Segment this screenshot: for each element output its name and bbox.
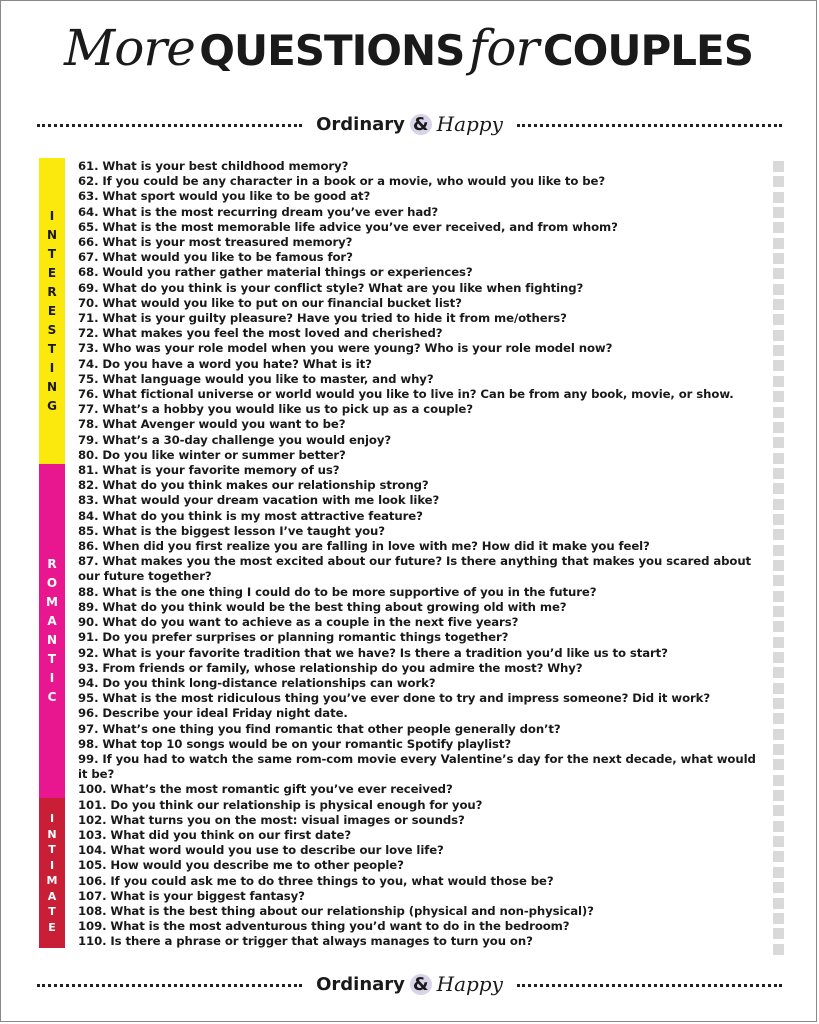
question-item: 64. What is the most recurring dream you’ve ever had? bbox=[78, 204, 439, 219]
category-letter: N bbox=[46, 227, 58, 242]
checkbox[interactable] bbox=[773, 176, 784, 187]
category-letter: I bbox=[49, 671, 55, 685]
checkbox[interactable] bbox=[773, 560, 784, 571]
checkbox[interactable] bbox=[773, 345, 784, 356]
question-item: 100. What’s the most romantic gift you’ve ever received? bbox=[78, 782, 453, 797]
question-item: 71. What is your guilty pleasure? Have you tried to hide it from me/others? bbox=[78, 311, 567, 326]
checkbox[interactable] bbox=[773, 268, 784, 279]
checkbox[interactable] bbox=[773, 483, 784, 494]
brand-ordinary: Ordinary bbox=[316, 113, 405, 135]
question-item: 81. What is your favorite memory of us? bbox=[78, 463, 340, 478]
checkbox[interactable] bbox=[773, 299, 784, 310]
question-item: 77. What’s a hobby you would like us to pick up as a couple? bbox=[78, 402, 473, 417]
checkbox[interactable] bbox=[773, 207, 784, 218]
question-item: 99. If you had to watch the same rom-com movie every Valentine’s day for the next decade, what would it be? bbox=[78, 751, 756, 782]
question-item: 92. What is your favorite tradition that we have? Is there a tradition you’d like us to start? bbox=[78, 645, 668, 660]
category-letter: T bbox=[47, 652, 57, 666]
category-band-romantic bbox=[39, 464, 65, 798]
checkbox[interactable] bbox=[773, 314, 784, 325]
checkbox[interactable] bbox=[773, 667, 784, 678]
checkbox[interactable] bbox=[773, 851, 784, 862]
question-item: 80. Do you like winter or summer better? bbox=[78, 447, 346, 462]
checkbox[interactable] bbox=[773, 453, 784, 464]
checkbox[interactable] bbox=[773, 499, 784, 510]
question-item: 86. When did you first realize you are falling in love with me? How did it make you feel? bbox=[78, 539, 650, 554]
checkbox[interactable] bbox=[773, 514, 784, 525]
category-letter: R bbox=[47, 284, 57, 299]
question-item: 97. What’s one thing you find romantic that other people generally don’t? bbox=[78, 721, 561, 736]
dotted-divider-right bbox=[517, 124, 782, 127]
category-letter: T bbox=[48, 843, 56, 856]
checkbox[interactable] bbox=[773, 192, 784, 203]
checkbox[interactable] bbox=[773, 805, 784, 816]
checkbox[interactable] bbox=[773, 759, 784, 770]
brand-ampersand: & bbox=[410, 974, 432, 995]
checkbox[interactable] bbox=[773, 575, 784, 586]
category-letter: N bbox=[46, 633, 58, 647]
question-item: 63. What sport would you like to be good at? bbox=[78, 189, 371, 204]
title-script-for: for bbox=[468, 19, 539, 77]
question-item: 104. What word would you use to describe our love life? bbox=[78, 843, 444, 858]
category-letter: R bbox=[47, 557, 57, 571]
brand-logo bbox=[302, 972, 517, 996]
category-letter: A bbox=[47, 889, 57, 903]
checkbox[interactable] bbox=[773, 621, 784, 632]
category-letter: I bbox=[49, 858, 55, 872]
checkbox[interactable] bbox=[773, 744, 784, 755]
checkbox[interactable] bbox=[773, 652, 784, 663]
checkbox[interactable] bbox=[773, 238, 784, 249]
title-script-more: More bbox=[64, 19, 195, 77]
category-letter: I bbox=[49, 360, 55, 375]
checkbox[interactable] bbox=[773, 790, 784, 801]
question-item: 66. What is your most treasured memory? bbox=[78, 235, 353, 250]
checkbox[interactable] bbox=[773, 928, 784, 939]
question-item: 78. What Avenger would you want to be? bbox=[78, 417, 346, 432]
checkbox[interactable] bbox=[773, 683, 784, 694]
checkbox[interactable] bbox=[773, 360, 784, 371]
checkbox[interactable] bbox=[773, 468, 784, 479]
checkbox[interactable] bbox=[773, 775, 784, 786]
category-letter: E bbox=[47, 265, 57, 280]
brand-logo bbox=[302, 112, 517, 136]
question-item: 96. Describe your ideal Friday night date. bbox=[78, 706, 348, 721]
question-item: 74. Do you have a word you hate? What is it? bbox=[78, 356, 372, 371]
question-item: 101. Do you think our relationship is physical enough for you? bbox=[78, 797, 483, 812]
checkbox[interactable] bbox=[773, 898, 784, 909]
question-item: 107. What is your biggest fantasy? bbox=[78, 888, 305, 903]
brand-ampersand: & bbox=[410, 114, 432, 135]
brand-happy: Happy bbox=[436, 112, 503, 136]
question-item: 93. From friends or family, whose relationship do you admire the most? Why? bbox=[78, 660, 583, 675]
question-item: 72. What makes you feel the most loved and cherished? bbox=[78, 326, 443, 341]
category-letter: I bbox=[49, 812, 55, 825]
question-item: 102. What turns you on the most: visual images or sounds? bbox=[78, 812, 465, 827]
category-letter: M bbox=[46, 595, 58, 609]
question-item: 94. Do you think long-distance relationships can work? bbox=[78, 675, 436, 690]
question-item: 65. What is the most memorable life advice you’ve ever received, and from whom? bbox=[78, 219, 618, 234]
checkbox[interactable] bbox=[773, 330, 784, 341]
question-item: 83. What would your dream vacation with me look like? bbox=[78, 493, 440, 508]
category-letter: O bbox=[46, 576, 58, 590]
header-brand-row bbox=[37, 109, 782, 139]
question-item: 73. Who was your role model when you were young? Who is your role model now? bbox=[78, 341, 613, 356]
checkbox[interactable] bbox=[773, 944, 784, 955]
category-letter: A bbox=[47, 614, 57, 628]
question-item: 98. What top 10 songs would be on your romantic Spotify playlist? bbox=[78, 736, 512, 751]
category-band-intimate bbox=[39, 798, 65, 948]
dotted-divider-left bbox=[37, 984, 302, 987]
checkbox[interactable] bbox=[773, 391, 784, 402]
question-list bbox=[78, 159, 768, 950]
category-letter: T bbox=[47, 341, 57, 356]
question-item: 67. What would you like to be famous for? bbox=[78, 250, 353, 265]
question-item: 91. Do you prefer surprises or planning romantic things together? bbox=[78, 630, 509, 645]
question-item: 105. How would you describe me to other people? bbox=[78, 858, 404, 873]
title-questions: QUESTIONS bbox=[199, 26, 465, 75]
checkbox[interactable] bbox=[773, 591, 784, 602]
question-item: 108. What is the best thing about our relationship (physical and non-physical)? bbox=[78, 903, 594, 918]
category-letter: C bbox=[47, 690, 57, 704]
checkbox[interactable] bbox=[773, 407, 784, 418]
page-title bbox=[1, 19, 816, 77]
question-item: 103. What did you think on our first date? bbox=[78, 827, 351, 842]
checkbox[interactable] bbox=[773, 713, 784, 724]
checkbox[interactable] bbox=[773, 422, 784, 433]
category-letter: G bbox=[47, 398, 57, 413]
question-item: 76. What fictional universe or world would you like to live in? Can be from any book, movie, or show. bbox=[78, 387, 734, 402]
dotted-divider-left bbox=[37, 124, 302, 127]
question-item: 70. What would you like to put on our financial bucket list? bbox=[78, 295, 462, 310]
category-letter: T bbox=[48, 905, 56, 918]
question-item: 89. What do you think would be the best thing about growing old with me? bbox=[78, 599, 567, 614]
question-item: 87. What makes you the most excited about our future? Is there anything that makes you scared about our future together? bbox=[78, 554, 752, 584]
question-item: 82. What do you think makes our relationship strong? bbox=[78, 478, 429, 493]
question-item: 68. Would you rather gather material things or experiences? bbox=[78, 265, 473, 280]
dotted-divider-right bbox=[517, 984, 782, 987]
checkbox[interactable] bbox=[773, 698, 784, 709]
brand-ordinary: Ordinary bbox=[316, 973, 405, 995]
question-item: 84. What do you think is my most attractive feature? bbox=[78, 508, 423, 523]
checkbox[interactable] bbox=[773, 637, 784, 648]
category-letter: M bbox=[46, 874, 58, 887]
checkbox[interactable] bbox=[773, 437, 784, 448]
category-letter: T bbox=[47, 246, 57, 261]
question-item: 69. What do you think is your conflict style? What are you like when fighting? bbox=[78, 280, 584, 295]
category-letter: E bbox=[47, 303, 57, 318]
checkbox[interactable] bbox=[773, 913, 784, 924]
question-item: 109. What is the most adventurous thing you’d want to do in the bedroom? bbox=[78, 919, 570, 934]
checkbox[interactable] bbox=[773, 529, 784, 540]
category-letter: S bbox=[47, 322, 57, 337]
question-item: 61. What is your best childhood memory? bbox=[78, 159, 349, 173]
question-item: 75. What language would you like to master, and why? bbox=[78, 371, 434, 386]
checkbox[interactable] bbox=[773, 836, 784, 847]
checkbox-column bbox=[773, 161, 784, 959]
question-item: 62. If you could be any character in a book or a movie, who would you like to be? bbox=[78, 174, 606, 189]
category-letter: E bbox=[48, 920, 56, 934]
question-item: 90. What do you want to achieve as a couple in the next five years? bbox=[78, 615, 519, 630]
checkbox[interactable] bbox=[773, 882, 784, 893]
checkbox[interactable] bbox=[773, 821, 784, 832]
question-item: 79. What’s a 30-day challenge you would enjoy? bbox=[78, 432, 392, 447]
checkbox[interactable] bbox=[773, 222, 784, 233]
category-letter: I bbox=[49, 208, 55, 223]
checkbox[interactable] bbox=[773, 161, 784, 172]
checkbox[interactable] bbox=[773, 606, 784, 617]
question-item: 85. What is the biggest lesson I’ve taught you? bbox=[78, 523, 385, 538]
checkbox[interactable] bbox=[773, 376, 784, 387]
checkbox[interactable] bbox=[773, 867, 784, 878]
category-letter: N bbox=[46, 379, 58, 394]
category-band-interesting bbox=[39, 158, 65, 464]
title-couples: COUPLES bbox=[542, 26, 753, 75]
checkbox[interactable] bbox=[773, 253, 784, 264]
brand-happy: Happy bbox=[436, 972, 503, 996]
checkbox[interactable] bbox=[773, 545, 784, 556]
checkbox[interactable] bbox=[773, 729, 784, 740]
question-item: 106. If you could ask me to do three things to you, what would those be? bbox=[78, 873, 554, 888]
checkbox[interactable] bbox=[773, 284, 784, 295]
question-item: 95. What is the most ridiculous thing you’ve ever done to try and impress someone? Did it work? bbox=[78, 691, 711, 706]
question-item: 88. What is the one thing I could do to be more supportive of you in the future? bbox=[78, 584, 597, 599]
question-item: 110. Is there a phrase or trigger that always manages to turn you on? bbox=[78, 934, 533, 949]
category-letter: N bbox=[47, 827, 57, 841]
footer-brand-row bbox=[37, 969, 782, 999]
